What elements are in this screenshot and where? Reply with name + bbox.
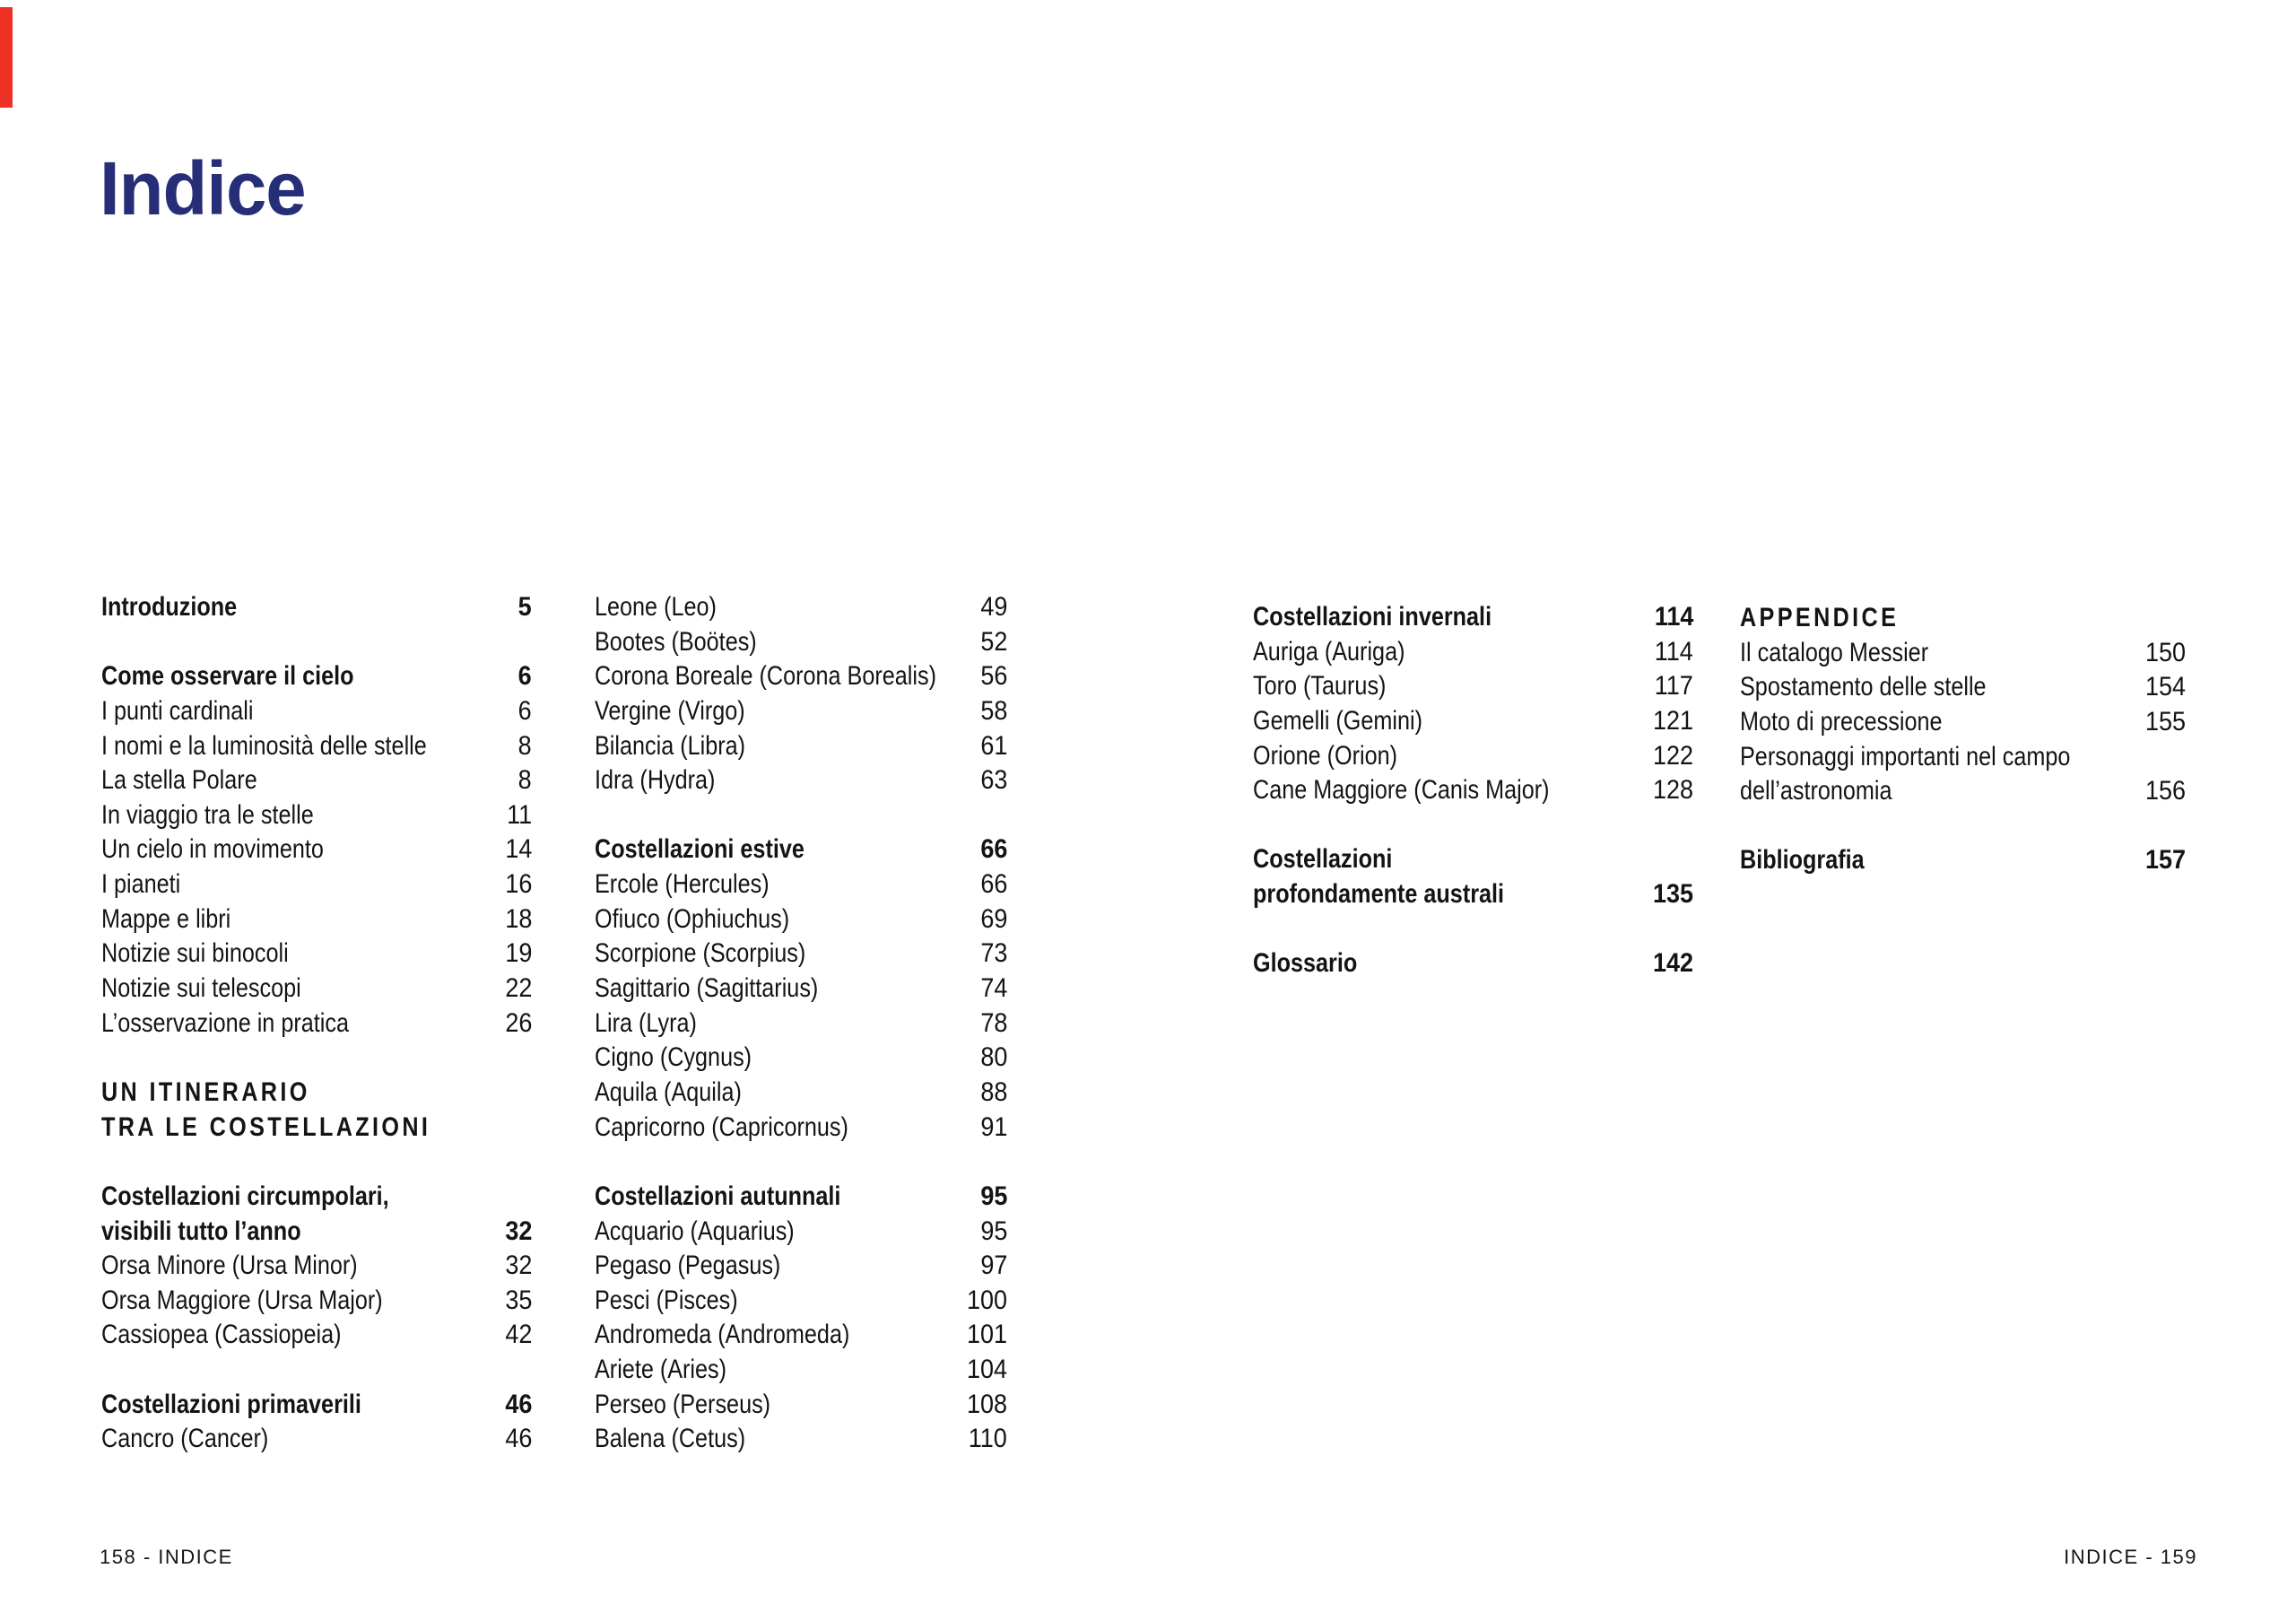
toc-entry-label: Andromeda (Andromeda)	[595, 1320, 850, 1350]
toc-entry-label: Costellazioni autunnali	[595, 1181, 841, 1211]
toc-entry-page: 156	[2144, 776, 2186, 806]
toc-column-2	[595, 590, 1007, 1457]
toc-row	[1253, 773, 1693, 808]
toc-row	[595, 1215, 1007, 1250]
toc-row	[101, 1215, 532, 1250]
toc-entry-page: 121	[1652, 705, 1693, 736]
toc-row	[101, 798, 532, 833]
toc-spacer	[101, 1353, 532, 1388]
toc-entry-page: 26	[504, 1007, 532, 1038]
toc-row	[1253, 877, 1693, 912]
toc-entry-page: 46	[504, 1424, 532, 1454]
toc-entry-label: Bootes (Boötes)	[595, 626, 757, 657]
toc-entry-label: Un cielo in movimento	[101, 834, 324, 865]
toc-entry-label: Il catalogo Messier	[1740, 637, 1929, 667]
toc-entry-label: Costellazioni primaverili	[101, 1389, 361, 1419]
toc-row	[101, 1111, 532, 1146]
toc-row	[101, 832, 532, 867]
toc-entry-page: 63	[979, 765, 1007, 796]
toc-row	[101, 1076, 532, 1111]
toc-row	[595, 1180, 1007, 1215]
toc-entry-page: 155	[2144, 706, 2186, 736]
toc-row	[101, 937, 532, 972]
toc-entry-page: 157	[2144, 845, 2186, 876]
toc-entry-label: Ercole (Hercules)	[595, 869, 770, 900]
toc-entry-label: Ofiuco (Ophiuchus)	[595, 903, 790, 934]
toc-entry-label: I nomi e la luminosità delle stelle	[101, 730, 427, 761]
toc-entry-label: Gemelli (Gemini)	[1253, 705, 1423, 736]
toc-row	[1253, 946, 1693, 981]
toc-row	[101, 902, 532, 937]
toc-entry-label: Ariete (Aries)	[595, 1355, 727, 1385]
toc-row	[101, 694, 532, 729]
toc-row	[101, 659, 532, 694]
toc-entry-label: Costellazioni invernali	[1253, 602, 1492, 632]
toc-entry-label: Bilancia (Libra)	[595, 730, 746, 761]
toc-entry-page: 150	[2144, 637, 2186, 667]
toc-row	[1740, 740, 2186, 775]
toc-entry-page: 18	[504, 903, 532, 934]
toc-spacer	[1253, 808, 1693, 843]
toc-entry-label: Orsa Maggiore (Ursa Major)	[101, 1285, 383, 1315]
toc-entry-page: 73	[979, 938, 1007, 969]
toc-row	[595, 1353, 1007, 1388]
toc-row	[1253, 739, 1693, 774]
toc-entry-page: 110	[968, 1424, 1007, 1454]
toc-row	[595, 1284, 1007, 1319]
toc-entry-label: Scorpione (Scorpius)	[595, 938, 806, 969]
toc-entry-label: I pianeti	[101, 869, 181, 900]
toc-section-heading: TRA LE COSTELLAZIONI	[101, 1111, 431, 1142]
toc-entry-label: Perseo (Perseus)	[595, 1389, 771, 1419]
toc-section-heading: APPENDICE	[1740, 603, 1900, 632]
toc-entry-page: 117	[1654, 671, 1693, 702]
toc-column-4	[1740, 601, 2186, 878]
toc-entry-page: 6	[517, 661, 532, 692]
toc-row	[595, 1388, 1007, 1423]
toc-row	[1253, 669, 1693, 704]
toc-row	[101, 867, 532, 902]
toc-entry-page: 128	[1652, 775, 1693, 806]
toc-entry-page: 8	[517, 765, 532, 796]
toc-entry-page: 11	[506, 799, 532, 830]
toc-entry-label: Notizie sui binocoli	[101, 938, 289, 969]
toc-entry-page: 80	[979, 1042, 1007, 1073]
toc-entry-page: 6	[517, 695, 532, 726]
toc-entry-page: 135	[1652, 879, 1693, 910]
toc-entry-label: Vergine (Virgo)	[595, 695, 745, 726]
toc-spacer	[101, 1041, 532, 1076]
toc-entry-page: 66	[979, 834, 1007, 865]
toc-entry-page: 114	[1654, 636, 1693, 667]
toc-entry-page: 100	[966, 1285, 1007, 1315]
toc-row	[101, 1422, 532, 1457]
toc-entry-label: Costellazioni estive	[595, 834, 804, 865]
toc-entry-page: 154	[2144, 672, 2186, 702]
toc-entry-label: Orsa Minore (Ursa Minor)	[101, 1251, 358, 1281]
toc-entry-page: 74	[979, 973, 1007, 1004]
toc-entry-page: 46	[504, 1389, 532, 1419]
toc-entry-page: 19	[504, 938, 532, 969]
toc-entry-page: 32	[504, 1216, 532, 1246]
toc-entry-label: Orione (Orion)	[1253, 740, 1398, 771]
toc-entry-label: Balena (Cetus)	[595, 1424, 746, 1454]
toc-row	[1740, 774, 2186, 809]
toc-entry-page: 91	[979, 1111, 1007, 1142]
toc-row	[1740, 705, 2186, 740]
toc-row	[1740, 843, 2186, 878]
toc-entry-page: 32	[504, 1251, 532, 1281]
footer-right-folio: INDICE - 159	[2064, 1546, 2197, 1568]
footer-left-folio: 158 - INDICE	[100, 1546, 233, 1568]
toc-entry-label: Auriga (Auriga)	[1253, 636, 1405, 667]
toc-entry-label: L’osservazione in pratica	[101, 1007, 349, 1038]
toc-entry-label: Spostamento delle stelle	[1740, 672, 1987, 702]
toc-entry-label: Mappe e libri	[101, 903, 231, 934]
toc-entry-label: Capricorno (Capricornus)	[595, 1111, 848, 1142]
toc-row	[595, 1041, 1007, 1076]
toc-section-heading: UN ITINERARIO	[101, 1076, 310, 1107]
toc-entry-label: dell’astronomia	[1740, 776, 1892, 806]
toc-entry-label: Idra (Hydra)	[595, 765, 716, 796]
toc-entry-label: Sagittario (Sagittarius)	[595, 973, 819, 1004]
toc-entry-label: Pegaso (Pegasus)	[595, 1251, 781, 1281]
toc-row	[595, 694, 1007, 729]
toc-row	[595, 590, 1007, 625]
toc-row	[101, 1318, 532, 1353]
toc-row	[1253, 635, 1693, 670]
toc-row	[595, 1111, 1007, 1146]
toc-row	[595, 1249, 1007, 1284]
toc-entry-label: Leone (Leo)	[595, 592, 717, 622]
toc-entry-page: 97	[979, 1251, 1007, 1281]
toc-row	[595, 1007, 1007, 1041]
toc-entry-page: 101	[966, 1320, 1007, 1350]
toc-entry-page: 22	[504, 973, 532, 1004]
toc-row	[1740, 670, 2186, 705]
toc-entry-page: 104	[966, 1355, 1007, 1385]
toc-row	[1740, 601, 2186, 636]
toc-entry-page: 42	[504, 1320, 532, 1350]
toc-entry-page: 56	[979, 661, 1007, 692]
toc-entry-label: Toro (Taurus)	[1253, 671, 1387, 702]
toc-spacer	[595, 798, 1007, 833]
toc-entry-page: 122	[1652, 740, 1693, 771]
toc-entry-label: In viaggio tra le stelle	[101, 799, 314, 830]
page-title: Indice	[100, 146, 306, 231]
toc-row	[101, 729, 532, 764]
toc-entry-label: Aquila (Aquila)	[595, 1076, 742, 1107]
toc-row	[1253, 842, 1693, 877]
toc-row	[101, 972, 532, 1007]
toc-row	[1253, 704, 1693, 739]
toc-row	[595, 1318, 1007, 1353]
toc-entry-page: 69	[979, 903, 1007, 934]
toc-entry-label: La stella Polare	[101, 765, 257, 796]
toc-row	[595, 729, 1007, 764]
toc-row	[1740, 636, 2186, 671]
toc-entry-label: Cancro (Cancer)	[101, 1424, 269, 1454]
toc-row	[595, 972, 1007, 1007]
toc-entry-label: Personaggi importanti nel campo	[1740, 741, 2071, 771]
toc-row	[595, 763, 1007, 798]
toc-entry-label: Lira (Lyra)	[595, 1007, 697, 1038]
toc-row	[595, 1076, 1007, 1111]
toc-entry-page: 8	[517, 730, 532, 761]
toc-entry-label: Introduzione	[101, 592, 238, 622]
toc-row	[595, 832, 1007, 867]
toc-row	[595, 625, 1007, 660]
toc-entry-page: 66	[979, 869, 1007, 900]
toc-entry-label: profondamente australi	[1253, 879, 1505, 910]
toc-entry-label: Glossario	[1253, 948, 1358, 979]
toc-entry-page: 49	[979, 592, 1007, 622]
page-edge-red-tab	[0, 7, 13, 108]
toc-row	[1253, 600, 1693, 635]
toc-spacer	[101, 625, 532, 660]
toc-entry-label: Come osservare il cielo	[101, 661, 354, 692]
toc-entry-label: Costellazioni circumpolari,	[101, 1181, 389, 1211]
toc-row	[595, 937, 1007, 972]
toc-row	[101, 1249, 532, 1284]
toc-entry-page: 35	[504, 1285, 532, 1315]
toc-entry-label: Costellazioni	[1253, 844, 1393, 875]
toc-entry-page: 16	[504, 869, 532, 900]
toc-row	[101, 1284, 532, 1319]
toc-spacer	[1253, 912, 1693, 947]
toc-entry-page: 108	[966, 1389, 1007, 1419]
toc-entry-label: I punti cardinali	[101, 695, 254, 726]
toc-entry-page: 114	[1654, 602, 1693, 632]
toc-entry-label: Acquario (Aquarius)	[595, 1216, 795, 1246]
toc-entry-label: Cassiopea (Cassiopeia)	[101, 1320, 342, 1350]
toc-entry-page: 95	[979, 1216, 1007, 1246]
toc-spacer	[101, 1145, 532, 1180]
toc-row	[595, 659, 1007, 694]
toc-entry-label: Corona Boreale (Corona Borealis)	[595, 661, 936, 692]
toc-row	[101, 1388, 532, 1423]
toc-row	[101, 590, 532, 625]
toc-entry-label: Bibliografia	[1740, 845, 1865, 876]
toc-entry-page: 14	[504, 834, 532, 865]
toc-entry-label: Cigno (Cygnus)	[595, 1042, 752, 1073]
toc-entry-label: Cane Maggiore (Canis Major)	[1253, 775, 1550, 806]
toc-row	[101, 1180, 532, 1215]
toc-row	[101, 763, 532, 798]
toc-entry-page: 58	[979, 695, 1007, 726]
toc-entry-page: 88	[979, 1076, 1007, 1107]
toc-entry-page: 52	[979, 626, 1007, 657]
toc-entry-page: 142	[1652, 948, 1693, 979]
toc-row	[595, 1422, 1007, 1457]
toc-row	[101, 1007, 532, 1041]
toc-entry-label: Notizie sui telescopi	[101, 973, 301, 1004]
toc-entry-label: visibili tutto l’anno	[101, 1216, 301, 1246]
toc-entry-page: 61	[979, 730, 1007, 761]
toc-entry-page: 5	[517, 592, 532, 622]
toc-column-3	[1253, 600, 1693, 981]
toc-spacer	[595, 1145, 1007, 1180]
toc-row	[595, 867, 1007, 902]
toc-spacer	[1740, 809, 2186, 844]
toc-column-1	[101, 590, 532, 1457]
toc-entry-page: 95	[979, 1181, 1007, 1211]
toc-entry-label: Moto di precessione	[1740, 706, 1943, 736]
toc-entry-label: Pesci (Pisces)	[595, 1285, 738, 1315]
toc-row	[595, 902, 1007, 937]
toc-entry-page: 78	[979, 1007, 1007, 1038]
